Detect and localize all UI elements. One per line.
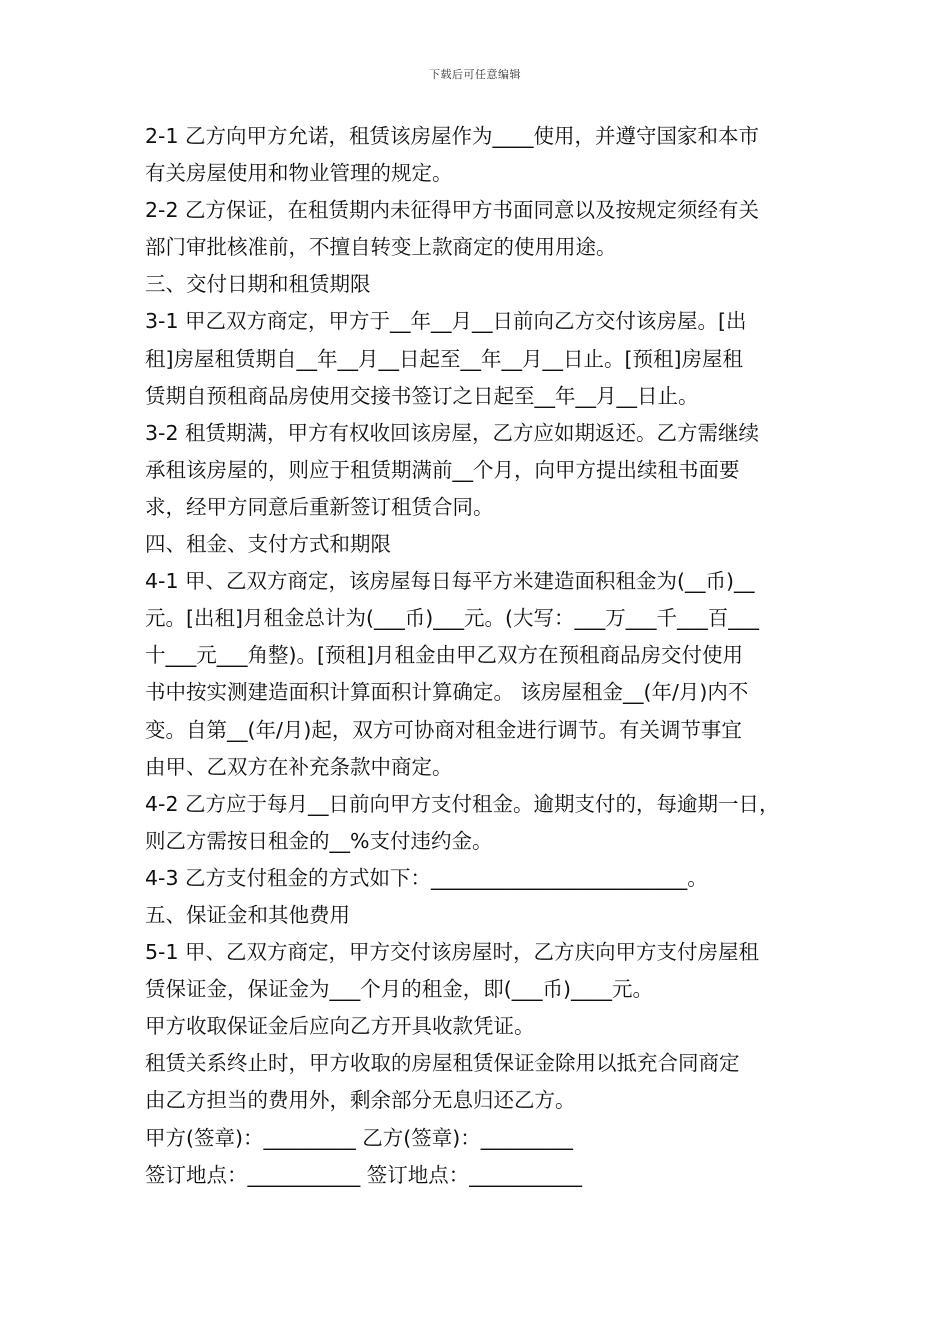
text-line: 赁保证金，保证金为___个月的租金，即(___币)____元。: [145, 977, 653, 1002]
signature-line: 甲方(签章)：_________ 乙方(签章)：_________: [145, 1125, 574, 1150]
text-line: 赁期自预租商品房使用交接书签订之日起至__年__月__日止。: [145, 383, 699, 408]
section-heading: 五、保证金和其他费用: [145, 902, 350, 927]
text-line: 有关房屋使用和物业管理的规定。: [145, 161, 453, 186]
text-line: 租赁关系终止时，甲方收取的房屋租赁保证金除用以抵充合同商定: [145, 1051, 740, 1076]
text-line: 2-1 乙方向甲方允诺，租赁该房屋作为____使用，并遵守国家和本市: [145, 124, 759, 148]
text-line: 5-1 甲、乙双方商定，甲方交付该房屋时，乙方庆向甲方支付房屋租: [145, 940, 759, 965]
text-line: 4-1 甲、乙双方商定，该房屋每日每平方米建造面积租金为(__币)__: [145, 569, 755, 594]
text-line: 书中按实测建造面积计算面积计算确定。 该房屋租金__(年/月)内不: [145, 680, 749, 705]
signing-place-line: 签订地点：___________ 签订地点：___________: [145, 1162, 583, 1187]
text-line: 元。[出租]月租金总计为(___币)___元。(大写：___万___千___百___: [145, 606, 759, 631]
text-line: 由甲、乙双方在补充条款中商定。: [145, 754, 453, 779]
text-line: 4-3 乙方支付租金的方式如下：_________________________。: [145, 865, 708, 890]
text-line: 由乙方担当的费用外，剩余部分无息归还乙方。: [145, 1088, 576, 1113]
text-line: 部门审批核准前，不擅自转变上款商定的使用用途。: [145, 235, 617, 260]
page-header: 下载后可任意编辑: [429, 68, 521, 81]
text-line: 3-2 租赁期满，甲方有权收回该房屋，乙方应如期返还。乙方需继续: [145, 420, 759, 445]
text-line: 承租该房屋的，则应于租赁期满前__个月，向甲方提出续租书面要: [145, 457, 740, 482]
text-line: 甲方收取保证金后应向乙方开具收款凭证。: [145, 1014, 535, 1039]
text-line: 4-2 乙方应于每月__日前向甲方支付租金。逾期支付的，每逾期一日，: [145, 791, 780, 816]
text-line: 十___元___角整)。[预租]月租金由甲乙双方在预租商品房交付使用: [145, 643, 743, 668]
text-line: 3-1 甲乙双方商定，甲方于__年__月__日前向乙方交付该房屋。[出: [145, 309, 747, 334]
text-line: 租]房屋租赁期自__年__月__日起至__年__月__日止。[预租]房屋租: [145, 346, 743, 371]
document-body: [145, 118, 815, 1194]
text-line: 变。自第__(年/月)起，双方可协商对租金进行调节。有关调节事宜: [145, 717, 742, 742]
text-line: 则乙方需按日租金的__%支付违约金。: [145, 828, 493, 853]
text-line: 2-2 乙方保证，在租赁期内未征得甲方书面同意以及按规定须经有关: [145, 198, 759, 223]
section-heading: 三、交付日期和租赁期限: [145, 272, 371, 297]
text-line: 求，经甲方同意后重新签订租赁合同。: [145, 494, 494, 519]
section-heading: 四、租金、支付方式和期限: [145, 532, 391, 557]
